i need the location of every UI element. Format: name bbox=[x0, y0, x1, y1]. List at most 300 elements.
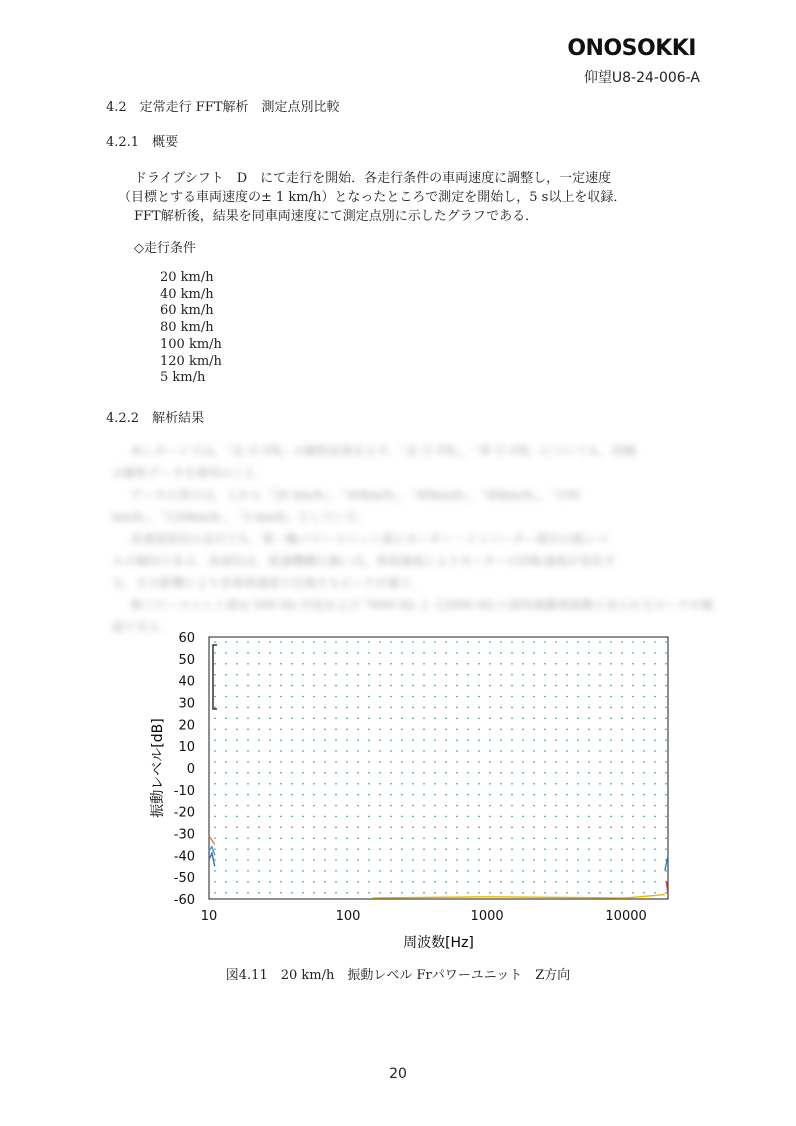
grid-dot bbox=[346, 641, 348, 643]
grid-dot bbox=[390, 718, 392, 720]
grid-dot bbox=[654, 652, 656, 654]
grid-dot bbox=[632, 827, 634, 829]
grid-dot bbox=[423, 848, 425, 850]
grid-dot bbox=[423, 652, 425, 654]
grid-dot bbox=[621, 783, 623, 785]
grid-dot bbox=[577, 794, 579, 796]
grid-dot bbox=[269, 761, 271, 763]
grid-dot bbox=[302, 641, 304, 643]
grid-dot bbox=[225, 816, 227, 818]
grid-dot bbox=[632, 718, 634, 720]
grid-dot bbox=[423, 707, 425, 709]
grid-dot bbox=[335, 685, 337, 687]
grid-dot bbox=[346, 870, 348, 872]
chart-series bbox=[209, 836, 668, 898]
grid-dot bbox=[643, 641, 645, 643]
grid-dot bbox=[379, 674, 381, 676]
grid-dot bbox=[555, 783, 557, 785]
grid-dot bbox=[599, 652, 601, 654]
grid-dot bbox=[445, 827, 447, 829]
grid-dot bbox=[610, 652, 612, 654]
grid-dot bbox=[368, 881, 370, 883]
grid-dot bbox=[643, 827, 645, 829]
grid-dot bbox=[533, 652, 535, 654]
grid-dot bbox=[665, 816, 667, 818]
grid-dot bbox=[258, 870, 260, 872]
grid-dot bbox=[665, 761, 667, 763]
grid-dot bbox=[434, 859, 436, 861]
grid-dot bbox=[566, 641, 568, 643]
grid-dot bbox=[544, 794, 546, 796]
grid-dot bbox=[357, 848, 359, 850]
grid-dot bbox=[423, 750, 425, 752]
grid-dot bbox=[489, 718, 491, 720]
grid-dot bbox=[577, 805, 579, 807]
grid-dot bbox=[456, 663, 458, 665]
grid-dot bbox=[555, 663, 557, 665]
grid-dot bbox=[291, 837, 293, 839]
grid-dot bbox=[412, 870, 414, 872]
grid-dot bbox=[478, 805, 480, 807]
grid-dot bbox=[423, 892, 425, 894]
grid-dot bbox=[478, 718, 480, 720]
grid-dot bbox=[665, 685, 667, 687]
grid-dot bbox=[643, 837, 645, 839]
grid-dot bbox=[324, 761, 326, 763]
grid-dot bbox=[555, 805, 557, 807]
grid-dot bbox=[412, 674, 414, 676]
grid-dot bbox=[258, 794, 260, 796]
grid-dot bbox=[247, 652, 249, 654]
grid-dot bbox=[533, 707, 535, 709]
grid-dot bbox=[214, 772, 216, 774]
grid-dot bbox=[544, 750, 546, 752]
grid-dot bbox=[599, 750, 601, 752]
grid-dot bbox=[247, 859, 249, 861]
grid-dot bbox=[522, 718, 524, 720]
grid-dot bbox=[225, 728, 227, 730]
grid-dot bbox=[401, 827, 403, 829]
grid-dot bbox=[445, 663, 447, 665]
grid-dot bbox=[632, 707, 634, 709]
y-tick-label: 20 bbox=[178, 718, 195, 734]
grid-dot bbox=[335, 739, 337, 741]
grid-dot bbox=[324, 685, 326, 687]
grid-dot bbox=[401, 663, 403, 665]
grid-dot bbox=[302, 859, 304, 861]
grid-dot bbox=[544, 805, 546, 807]
blurred-line: ルの傾向である．各部位は，低速機構の強い点，車両速度によりモーターの回転速度が変化す bbox=[112, 554, 616, 568]
grid-dot bbox=[291, 827, 293, 829]
grid-dot bbox=[346, 794, 348, 796]
grid-dot bbox=[555, 641, 557, 643]
grid-dot bbox=[357, 837, 359, 839]
grid-dot bbox=[401, 728, 403, 730]
grid-dot bbox=[324, 859, 326, 861]
grid-dot bbox=[379, 663, 381, 665]
grid-dot bbox=[445, 739, 447, 741]
grid-dot bbox=[489, 772, 491, 774]
blurred-line: る，その影響により各車両速度で出現するピークが違う． bbox=[112, 576, 424, 590]
grid-dot bbox=[533, 816, 535, 818]
grid-dot bbox=[544, 739, 546, 741]
grid-dot bbox=[489, 870, 491, 872]
grid-dot bbox=[445, 728, 447, 730]
grid-dot bbox=[335, 892, 337, 894]
grid-dot bbox=[247, 848, 249, 850]
grid-dot bbox=[621, 718, 623, 720]
grid-dot bbox=[588, 848, 590, 850]
grid-dot bbox=[401, 718, 403, 720]
grid-dot bbox=[478, 881, 480, 883]
grid-dot bbox=[577, 816, 579, 818]
grid-dot bbox=[368, 750, 370, 752]
grid-dot bbox=[533, 794, 535, 796]
grid-dot bbox=[335, 827, 337, 829]
grid-dot bbox=[489, 892, 491, 894]
grid-dot bbox=[247, 837, 249, 839]
grid-dot bbox=[214, 718, 216, 720]
grid-dot bbox=[324, 707, 326, 709]
grid-dot bbox=[522, 750, 524, 752]
figure-caption: 図4.11 20 km/h 振動レベル Frパワーユニット Z方向 bbox=[225, 968, 571, 983]
grid-dot bbox=[434, 772, 436, 774]
grid-dot bbox=[225, 783, 227, 785]
grid-dot bbox=[423, 728, 425, 730]
grid-dot bbox=[247, 739, 249, 741]
grid-dot bbox=[313, 750, 315, 752]
grid-dot bbox=[445, 881, 447, 883]
grid-dot bbox=[599, 837, 601, 839]
grid-dot bbox=[258, 685, 260, 687]
grid-dot bbox=[269, 870, 271, 872]
grid-dot bbox=[401, 794, 403, 796]
grid-dot bbox=[500, 859, 502, 861]
grid-dot bbox=[621, 707, 623, 709]
grid-dot bbox=[456, 761, 458, 763]
grid-dot bbox=[467, 728, 469, 730]
grid-dot bbox=[577, 728, 579, 730]
grid-dot bbox=[456, 674, 458, 676]
grid-dot bbox=[566, 837, 568, 839]
y-tick-label: -40 bbox=[173, 849, 195, 865]
grid-dot bbox=[269, 837, 271, 839]
grid-dot bbox=[665, 827, 667, 829]
grid-dot bbox=[555, 794, 557, 796]
grid-dot bbox=[500, 892, 502, 894]
grid-dot bbox=[313, 783, 315, 785]
x-axis-label: 周波数[Hz] bbox=[403, 935, 474, 951]
grid-dot bbox=[654, 696, 656, 698]
grid-dot bbox=[214, 816, 216, 818]
grid-dot bbox=[247, 685, 249, 687]
grid-dot bbox=[368, 718, 370, 720]
grid-dot bbox=[368, 641, 370, 643]
grid-dot bbox=[390, 728, 392, 730]
grid-dot bbox=[544, 827, 546, 829]
grid-dot bbox=[522, 707, 524, 709]
grid-dot bbox=[412, 707, 414, 709]
grid-dot bbox=[643, 859, 645, 861]
grid-dot bbox=[214, 805, 216, 807]
grid-dot bbox=[236, 674, 238, 676]
grid-dot bbox=[324, 892, 326, 894]
grid-dot bbox=[357, 794, 359, 796]
grid-dot bbox=[357, 750, 359, 752]
y-tick-label: -20 bbox=[173, 805, 195, 821]
grid-dot bbox=[269, 674, 271, 676]
grid-dot bbox=[500, 794, 502, 796]
grid-dot bbox=[665, 750, 667, 752]
grid-dot bbox=[478, 728, 480, 730]
grid-dot bbox=[555, 870, 557, 872]
y-tick-label: -50 bbox=[173, 871, 195, 887]
grid-dot bbox=[533, 892, 535, 894]
grid-dot bbox=[500, 707, 502, 709]
blurred-paragraph bbox=[112, 440, 732, 638]
grid-dot bbox=[368, 837, 370, 839]
grid-dot bbox=[445, 859, 447, 861]
grid-dot bbox=[577, 718, 579, 720]
grid-dot bbox=[357, 718, 359, 720]
grid-dot bbox=[456, 728, 458, 730]
grid-dot bbox=[357, 881, 359, 883]
grid-dot bbox=[258, 739, 260, 741]
grid-dot bbox=[357, 663, 359, 665]
annotation-bracket bbox=[213, 645, 217, 709]
grid-dot bbox=[489, 859, 491, 861]
grid-dot bbox=[621, 816, 623, 818]
grid-dot bbox=[467, 837, 469, 839]
grid-dot bbox=[357, 816, 359, 818]
grid-dot bbox=[511, 816, 513, 818]
grid-dot bbox=[610, 718, 612, 720]
series-line bbox=[373, 895, 665, 898]
grid-dot bbox=[577, 663, 579, 665]
grid-dot bbox=[346, 652, 348, 654]
grid-dot bbox=[225, 685, 227, 687]
grid-dot bbox=[555, 761, 557, 763]
grid-dot bbox=[511, 674, 513, 676]
grid-dot bbox=[434, 641, 436, 643]
grid-dot bbox=[302, 685, 304, 687]
grid-dot bbox=[324, 652, 326, 654]
grid-dot bbox=[357, 674, 359, 676]
grid-dot bbox=[500, 718, 502, 720]
grid-dot bbox=[544, 837, 546, 839]
grid-dot bbox=[291, 718, 293, 720]
grid-dot bbox=[478, 783, 480, 785]
grid-dot bbox=[511, 837, 513, 839]
grid-dot bbox=[247, 663, 249, 665]
grid-dot bbox=[643, 718, 645, 720]
grid-dot bbox=[390, 837, 392, 839]
grid-dot bbox=[500, 696, 502, 698]
grid-dot bbox=[357, 772, 359, 774]
grid-dot bbox=[511, 805, 513, 807]
grid-dot bbox=[566, 728, 568, 730]
x-axis-ticks bbox=[201, 909, 647, 924]
subsection-title-overview: 4.2.1 概要 bbox=[106, 135, 179, 150]
grid-dot bbox=[401, 772, 403, 774]
grid-dot bbox=[324, 663, 326, 665]
grid-dot bbox=[291, 707, 293, 709]
grid-dot bbox=[412, 739, 414, 741]
grid-dot bbox=[522, 794, 524, 796]
grid-dot bbox=[390, 652, 392, 654]
grid-dot bbox=[269, 663, 271, 665]
grid-dot bbox=[511, 685, 513, 687]
grid-dot bbox=[632, 805, 634, 807]
grid-dot bbox=[588, 827, 590, 829]
grid-dot bbox=[357, 707, 359, 709]
grid-dot bbox=[522, 772, 524, 774]
grid-dot bbox=[412, 685, 414, 687]
grid-dot bbox=[577, 859, 579, 861]
grid-dot bbox=[467, 805, 469, 807]
grid-dot bbox=[324, 696, 326, 698]
grid-dot bbox=[500, 728, 502, 730]
grid-dot bbox=[577, 870, 579, 872]
y-tick-label: -10 bbox=[173, 783, 195, 799]
grid-dot bbox=[247, 761, 249, 763]
grid-dot bbox=[313, 892, 315, 894]
grid-dot bbox=[302, 663, 304, 665]
grid-dot bbox=[599, 728, 601, 730]
grid-dot bbox=[643, 728, 645, 730]
grid-dot bbox=[511, 870, 513, 872]
grid-dot bbox=[423, 772, 425, 774]
grid-dot bbox=[643, 772, 645, 774]
grid-dot bbox=[445, 848, 447, 850]
grid-dot bbox=[533, 837, 535, 839]
grid-dot bbox=[368, 859, 370, 861]
grid-dot bbox=[401, 696, 403, 698]
grid-dot bbox=[379, 685, 381, 687]
grid-dot bbox=[599, 761, 601, 763]
grid-dot bbox=[654, 816, 656, 818]
grid-dot bbox=[599, 848, 601, 850]
grid-dot bbox=[489, 881, 491, 883]
grid-dot bbox=[632, 870, 634, 872]
grid-dot bbox=[258, 707, 260, 709]
grid-dot bbox=[313, 663, 315, 665]
grid-dot bbox=[401, 761, 403, 763]
grid-dot bbox=[621, 870, 623, 872]
grid-dot bbox=[302, 718, 304, 720]
grid-dot bbox=[313, 859, 315, 861]
grid-dot bbox=[280, 663, 282, 665]
grid-dot bbox=[269, 772, 271, 774]
grid-dot bbox=[225, 827, 227, 829]
grid-dot bbox=[621, 674, 623, 676]
grid-dot bbox=[544, 772, 546, 774]
grid-dot bbox=[533, 761, 535, 763]
grid-dot bbox=[368, 794, 370, 796]
grid-dot bbox=[379, 707, 381, 709]
grid-dot bbox=[324, 783, 326, 785]
grid-dot bbox=[610, 870, 612, 872]
grid-dot bbox=[566, 707, 568, 709]
grid-dot bbox=[511, 783, 513, 785]
grid-dot bbox=[654, 750, 656, 752]
grid-dot bbox=[533, 827, 535, 829]
grid-dot bbox=[588, 816, 590, 818]
grid-dot bbox=[566, 761, 568, 763]
grid-dot bbox=[445, 837, 447, 839]
grid-dot bbox=[588, 881, 590, 883]
grid-dot bbox=[577, 707, 579, 709]
grid-dot bbox=[434, 674, 436, 676]
grid-dot bbox=[368, 761, 370, 763]
grid-dot bbox=[236, 652, 238, 654]
grid-dot bbox=[423, 816, 425, 818]
grid-dot bbox=[379, 718, 381, 720]
grid-dot bbox=[390, 848, 392, 850]
grid-dot bbox=[401, 848, 403, 850]
grid-dot bbox=[566, 685, 568, 687]
grid-dot bbox=[412, 663, 414, 665]
grid-dot bbox=[544, 848, 546, 850]
grid-dot bbox=[577, 848, 579, 850]
grid-dot bbox=[665, 641, 667, 643]
grid-dot bbox=[225, 881, 227, 883]
grid-dot bbox=[225, 805, 227, 807]
grid-dot bbox=[643, 739, 645, 741]
grid-dot bbox=[379, 892, 381, 894]
blurred-line: 各速度固定の走行でも，第一軸パワーユニット部とモーター・インバーター部共の振レベ bbox=[130, 532, 609, 546]
grid-dot bbox=[533, 674, 535, 676]
grid-dot bbox=[434, 870, 436, 872]
grid-dot bbox=[533, 848, 535, 850]
grid-dot bbox=[445, 870, 447, 872]
grid-dot bbox=[291, 641, 293, 643]
grid-dot bbox=[467, 848, 469, 850]
grid-dot bbox=[214, 728, 216, 730]
grid-dot bbox=[599, 827, 601, 829]
grid-dot bbox=[214, 761, 216, 763]
grid-dot bbox=[280, 750, 282, 752]
grid-dot bbox=[302, 848, 304, 850]
grid-dot bbox=[533, 685, 535, 687]
grid-dot bbox=[412, 750, 414, 752]
grid-dot bbox=[291, 805, 293, 807]
grid-dot bbox=[357, 805, 359, 807]
grid-dot bbox=[610, 848, 612, 850]
grid-dot bbox=[599, 816, 601, 818]
grid-dot bbox=[225, 892, 227, 894]
grid-dot bbox=[533, 739, 535, 741]
grid-dot bbox=[357, 859, 359, 861]
grid-dot bbox=[302, 837, 304, 839]
grid-dot bbox=[269, 728, 271, 730]
grid-dot bbox=[291, 859, 293, 861]
grid-dot bbox=[522, 837, 524, 839]
y-tick-label: 10 bbox=[178, 740, 195, 756]
section-title: 4.2 定常走行 FFT解析 測定点別比較 bbox=[106, 100, 340, 115]
grid-dot bbox=[588, 750, 590, 752]
grid-dot bbox=[324, 881, 326, 883]
grid-dot bbox=[335, 837, 337, 839]
grid-dot bbox=[236, 827, 238, 829]
grid-dot bbox=[225, 750, 227, 752]
grid-dot bbox=[258, 696, 260, 698]
grid-dot bbox=[555, 892, 557, 894]
grid-dot bbox=[588, 685, 590, 687]
grid-dot bbox=[324, 827, 326, 829]
grid-dot bbox=[368, 892, 370, 894]
grid-dot bbox=[291, 794, 293, 796]
